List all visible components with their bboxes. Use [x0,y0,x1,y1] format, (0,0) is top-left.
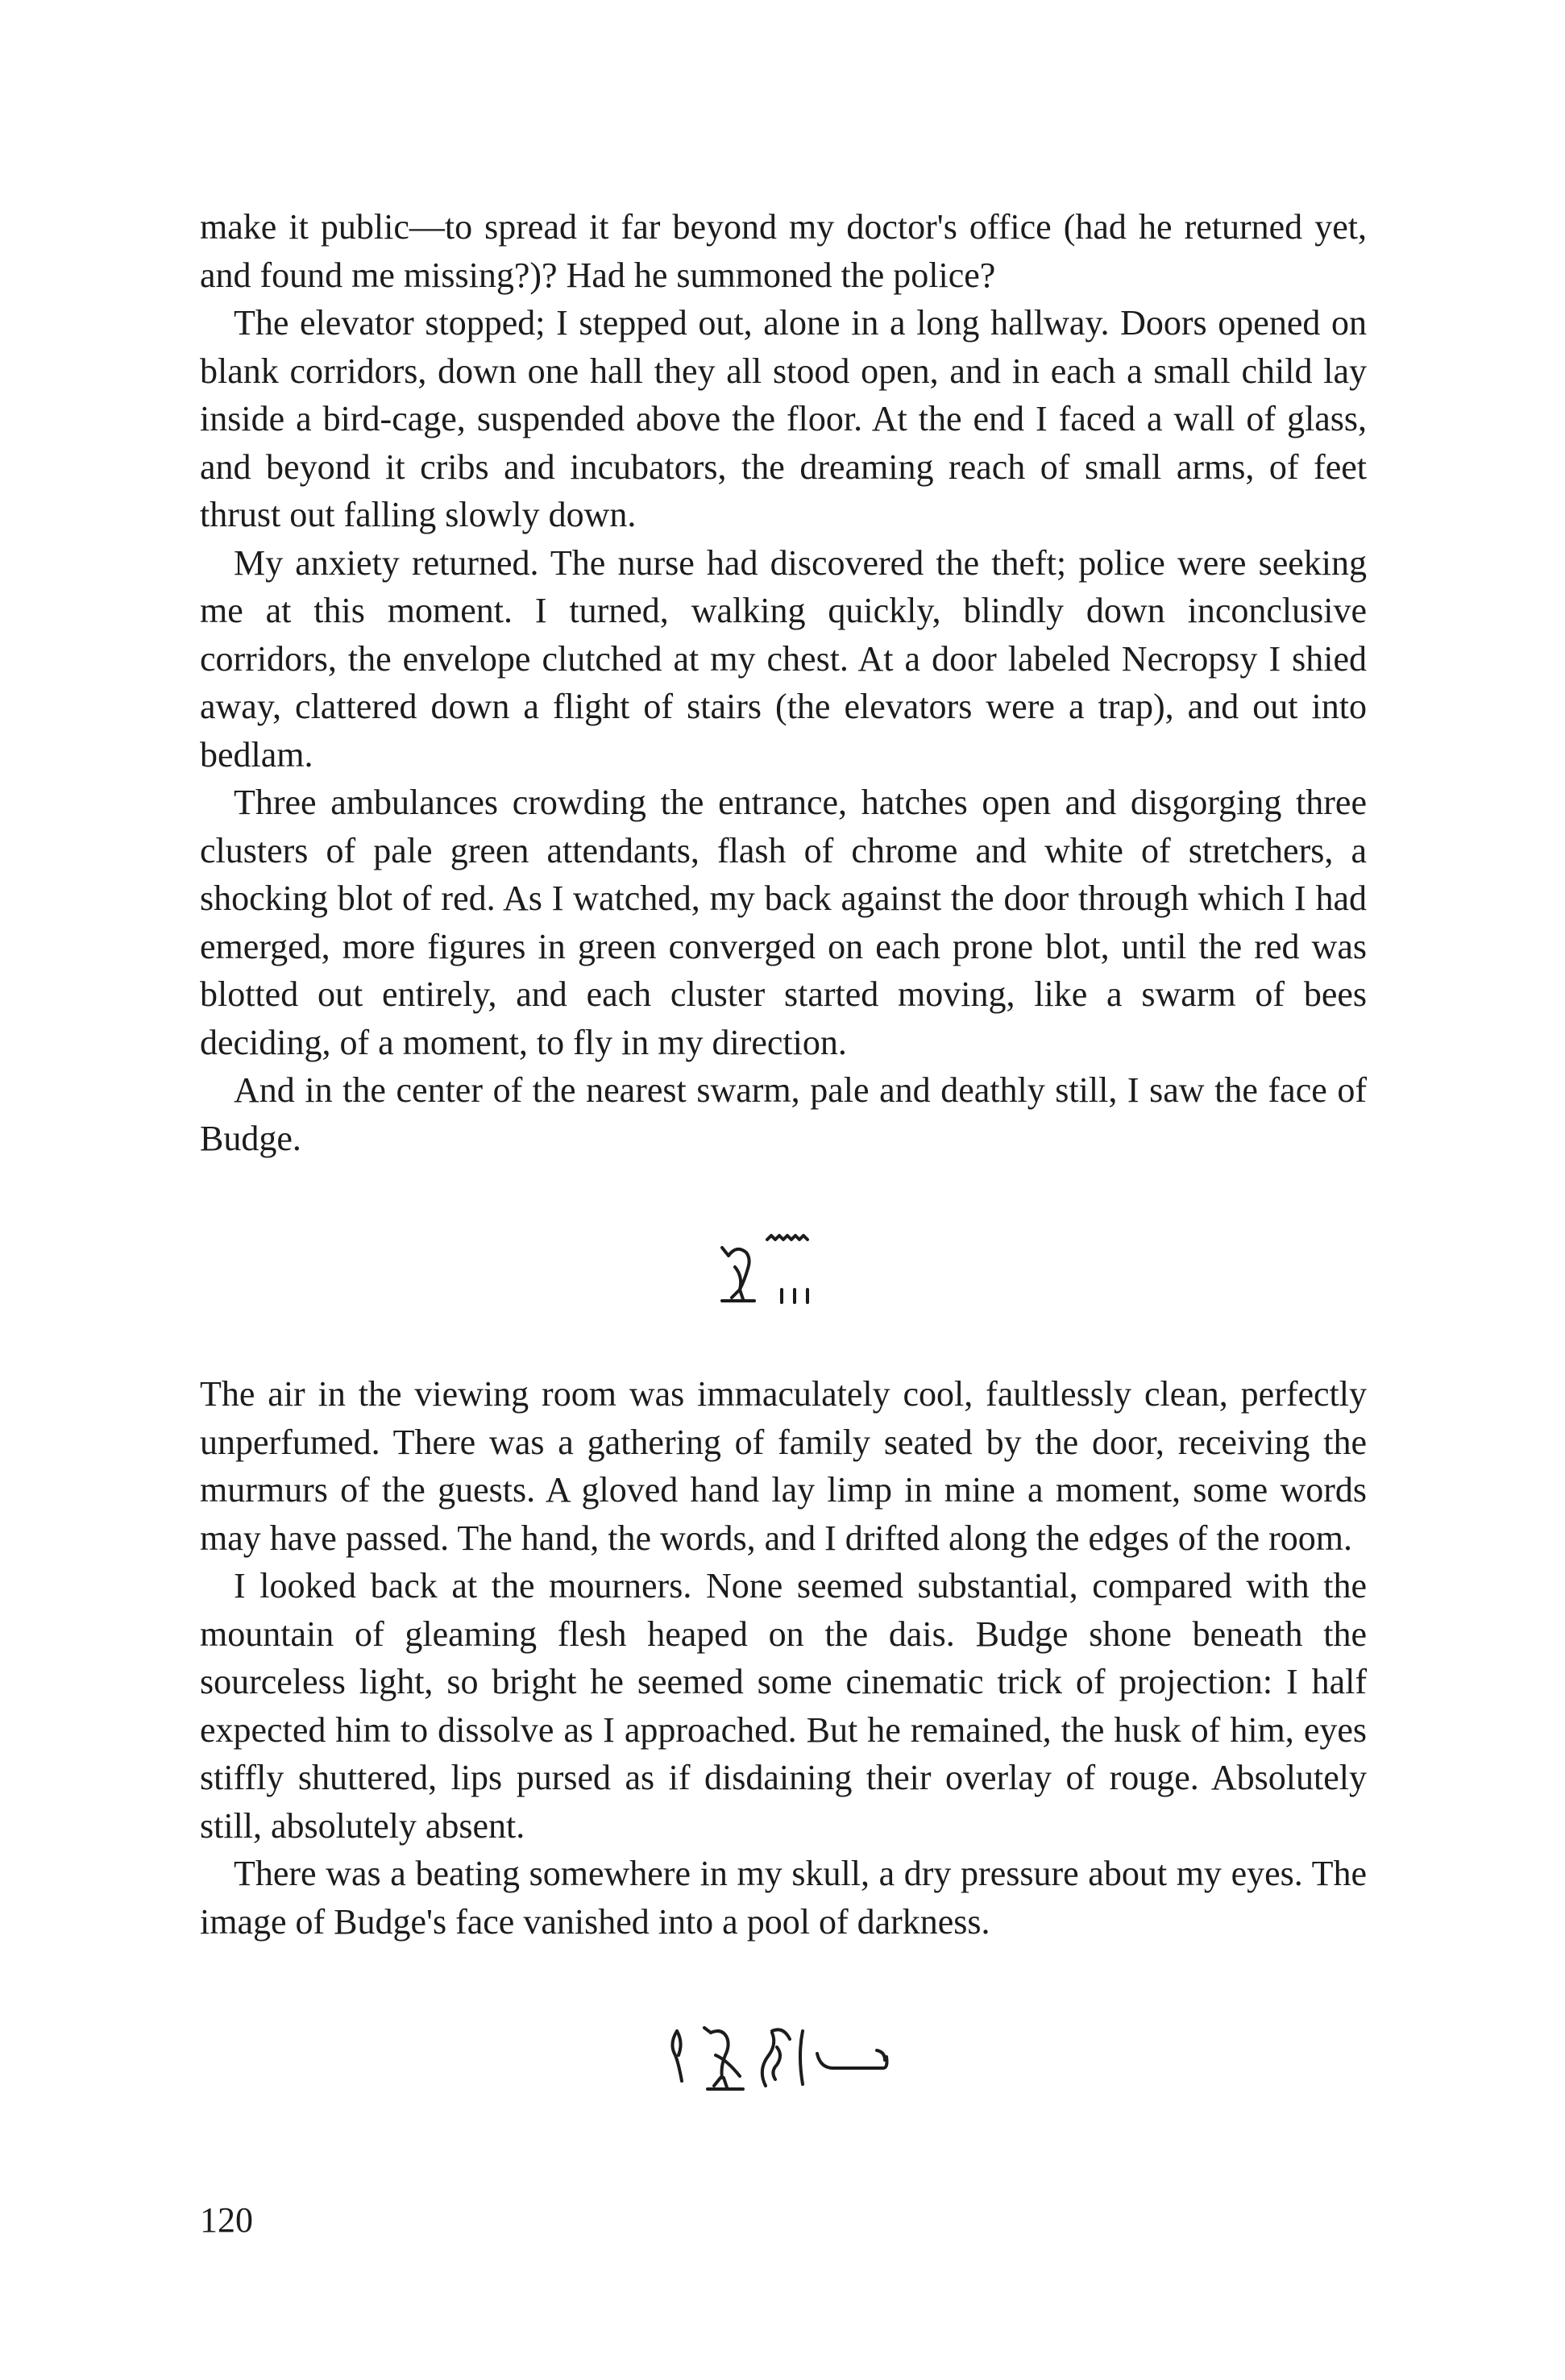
paragraph: My anxiety returned. The nurse had discovered the theft; police were seeking me at this moment. I turned, walking quickly, blindly down inconclusive corridors, the envelope clutched at my chest. At a door labeled Necropsy I shied away, clattered down a flight of stairs (the elevators were a trap), and out into bedlam. [200,542,1367,775]
paragraph: There was a beating somewhere in my skull, a dry pressure about my eyes. The image of Budge's face vanished into a pool of darkness. [200,1854,1367,1942]
text-section-1 [200,203,1367,1162]
paragraph: Three ambulances crowding the entrance, hatches open and disgorging three clusters of pale green attendants, flash of chrome and white of stretchers, a shocking blot of red. As I watched, my back against the door through which I had emerged, more figures in green converged on each prone blot, until the red was blotted out entirely, and each cluster started moving, like a swarm of bees deciding, of a moment, to fly in my direction. [200,783,1367,1062]
section-break-hieroglyph-icon [711,1225,832,1314]
paragraph: And in the center of the nearest swarm, pale and deathly still, I saw the face of Budge. [200,1070,1367,1158]
paragraph: make it public—to spread it far beyond my doctor's office (had he returned yet, and found me missing?)? Had he summoned the police? [200,207,1367,295]
hieroglyph-reed-bird-cloth-foreleg-icon [659,2015,901,2095]
paragraph: I looked back at the mourners. None seemed substantial, compared with the mountain of gleaming flesh heaped on the dais. Budge shone beneath the sourceless light, so bright he seemed some cinematic trick of projection: I half expected him to dissolve as I approached. But he remained, the husk of him, eyes stiffly shuttered, lips pursed as if disdaining their overlay of rouge. Absolutely still, absolutely absent. [200,1566,1367,1846]
text-section-2 [200,1370,1367,1946]
hieroglyph-bird-water-plural-icon [711,1225,832,1314]
paragraph: The air in the viewing room was immaculately cool, faultlessly clean, perfectly unperfumed. There was a gathering of family seated by the door, receiving the murmurs of the guests. A gloved hand lay limp in mine a moment, some words may have passed. The hand, the words, and I drifted along the edges of the room. [200,1374,1367,1558]
paragraph: The elevator stopped; I stepped out, alone in a long hallway. Doors opened on blank corridors, down one hall they all stood open, and in each a small child lay inside a bird-cage, suspended above the floor. At the end I faced a wall of glass, and beyond it cribs and incubators, the dreaming reach of small arms, of feet thrust out falling slowly down. [200,303,1367,534]
closing-hieroglyph-icon [659,2015,901,2095]
page-number: 120 [200,2200,253,2240]
